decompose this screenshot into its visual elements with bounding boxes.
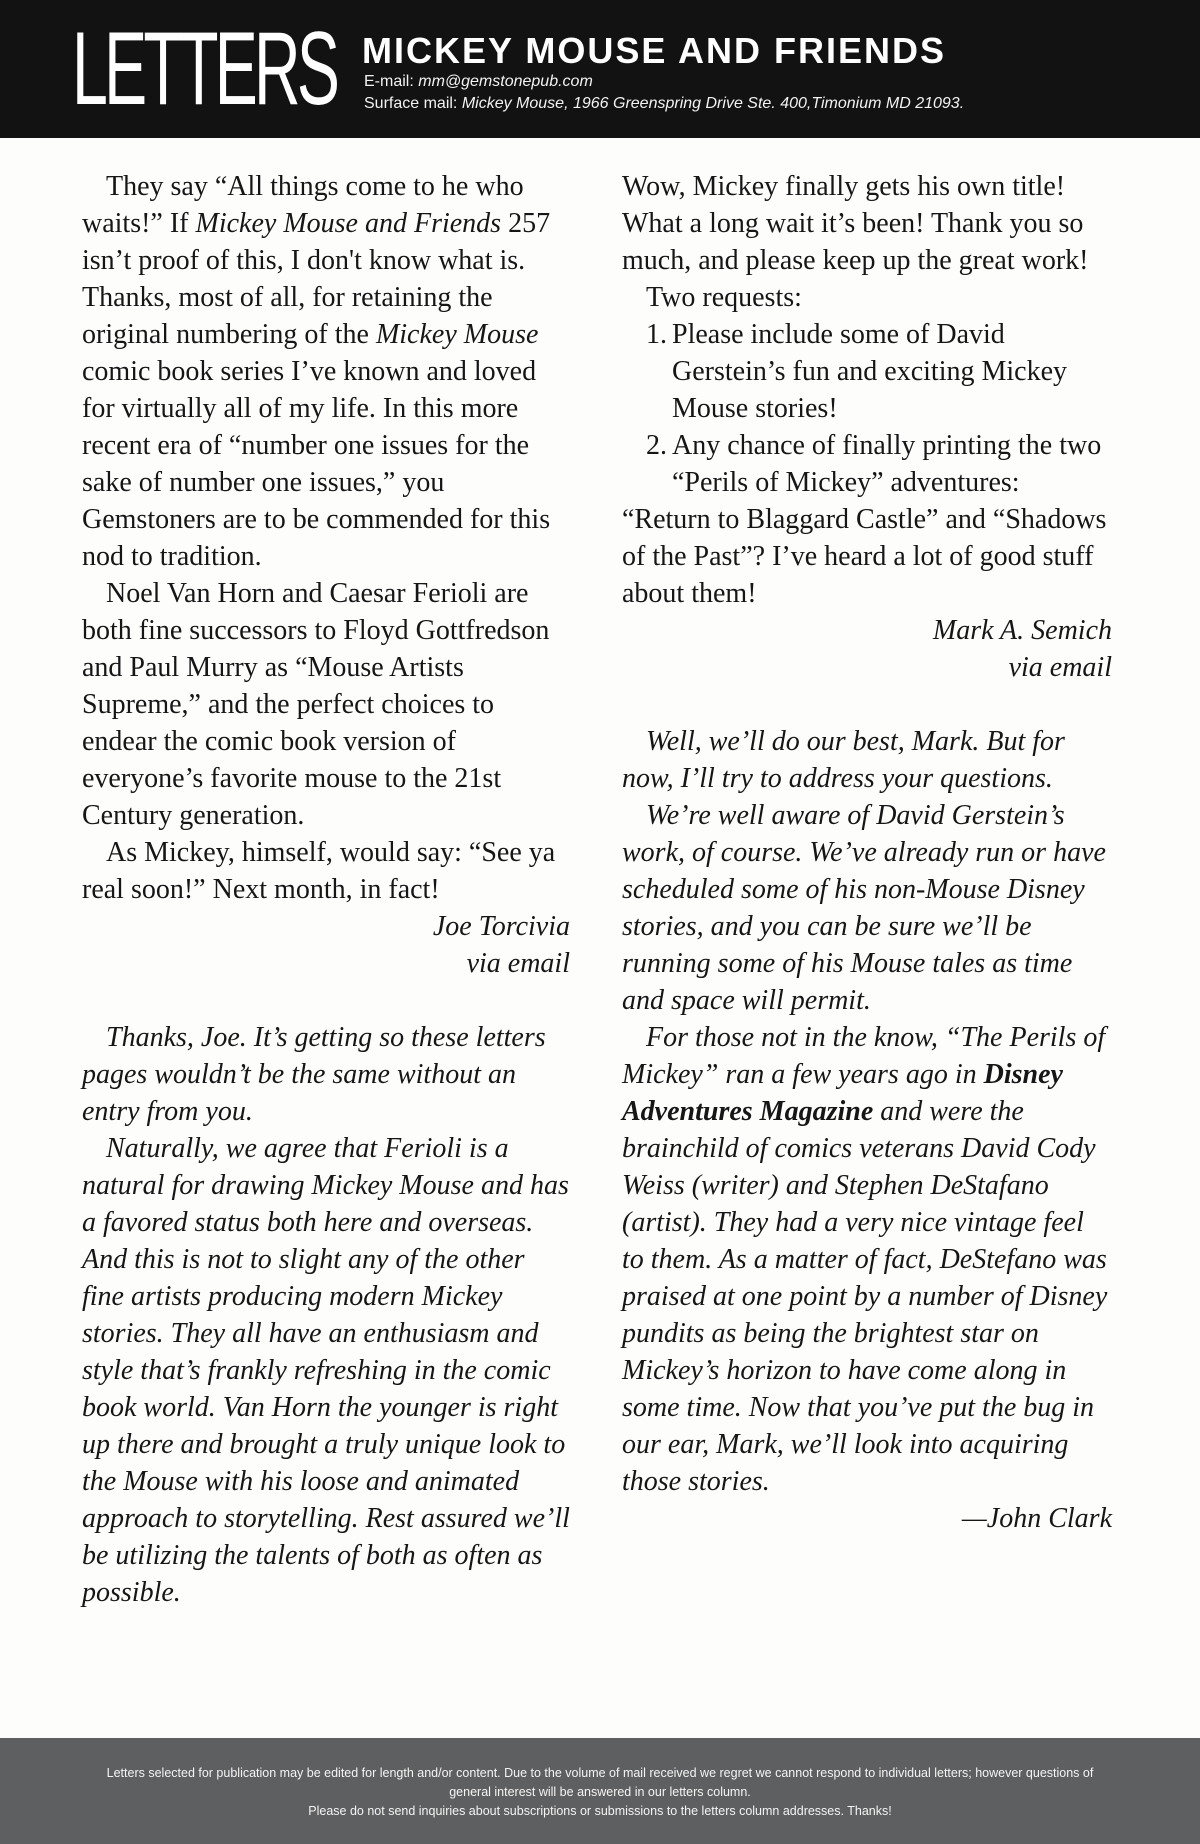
reply-paragraph [622,1019,1112,1500]
right-column [622,168,1112,1537]
letter-signature-name: Joe Torcivia [432,911,570,942]
book-title: Mickey Mouse [375,319,539,350]
book-title: Mickey Mouse and Friends [195,208,502,239]
reply-text: For those not in the know, “The Perils of Mickey” ran a few years ago in [622,1022,1106,1090]
mail-address: Mickey Mouse, 1966 Greenspring Drive Ste. 400,Timonium MD 21093. [461,95,965,112]
mail-line [364,93,964,115]
list-number: 2. [646,430,667,461]
list-text: Please include some of David Gerstein’s fun and exciting Mickey Mouse stories! [672,319,1068,424]
letter-text: 257 isn’t proof of this, I don't know what is. Thanks, most of all, for retaining the original numbering of the [82,208,551,350]
magazine-title: Disney Adventures Magazine [622,1059,1063,1127]
email-label: E-mail: [364,73,414,90]
letter-paragraph: Two requests: [646,282,802,313]
list-text: Any chance of finally printing the two “Perils of Mickey” adventures: [672,430,1102,498]
email-address[interactable]: mm@gemstonepub.com [418,73,593,90]
letter-signature-via: via email [1008,652,1112,683]
letter-signature-name: Mark A. Semich [932,615,1112,646]
list-item [622,427,1112,501]
column-title: MICKEY MOUSE AND FRIENDS [362,30,947,71]
email-line [364,71,964,93]
contact-info [364,71,964,115]
section-title: LETTERS [72,11,337,127]
left-column [82,168,570,1611]
letter-paragraph: Noel Van Horn and Caesar Ferioli are both fine successors to Floyd Gottfredson and Paul Murry as “Mouse Artists Supreme,” and the perfect choices to endear the comic book version of everyone’s favorite mouse to the 21st Century generation. [82,578,550,831]
reply-paragraph: We’re well aware of David Gerstein’s work, of course. We’ve already run or have scheduled some of his non-Mouse Disney stories, and you can be sure we’ll be running some of his Mouse tales as time and space will permit. [622,800,1106,1016]
letter-text: They say “All things come to he who waits!” If [82,171,524,239]
editor-signature: —John Clark [961,1503,1112,1534]
reply-paragraph: Well, we’ll do our best, Mark. But for now, I’ll try to address your questions. [622,726,1065,794]
request-list [622,316,1112,501]
letter-paragraph: As Mickey, himself, would say: “See ya real soon!” Next month, in fact! [82,837,556,905]
list-item [622,316,1112,427]
letter-paragraph: Wow, Mickey finally gets his own title! What a long wait it’s been! Thank you so much, and please keep up the great work! [622,171,1089,276]
list-number: 1. [646,319,667,350]
disclaimer-line-1: Letters selected for publication may be edited for length and/or content. Due to the volume of mail received we regret we cannot respond to individual letters; however questions of general interest will be answered in our letters column. [106,1766,1094,1799]
disclaimer-line-2: Please do not send inquiries about subscriptions or submissions to the letters column addresses. Thanks! [308,1804,892,1818]
footer-disclaimer [0,1738,1200,1844]
letter-paragraph: “Return to Blaggard Castle” and “Shadows of the Past”? I’ve heard a lot of good stuff about them! [622,504,1107,609]
reply-text: and were the brainchild of comics veterans David Cody Weiss (writer) and Stephen DeStafano (artist). They had a very nice vintage feel to them. As a matter of fact, DeStefano was praised at one point by a number of Disney pundits as being the brightest star on Mickey’s horizon to have come along in some time. Now that you’ve put the bug in our ear, Mark, we’ll look into acquiring those stories. [622,1096,1108,1497]
mail-label: Surface mail: [364,95,458,112]
letter-paragraph [82,168,570,575]
letters-header [0,0,1200,138]
reply-paragraph: Thanks, Joe. It’s getting so these letters pages wouldn’t be the same without an entry from you. [82,1022,546,1127]
letter-signature-via: via email [466,948,570,979]
letter-text: comic book series I’ve known and loved for virtually all of my life. In this more recent era of “number one issues for the sake of number one issues,” you Gemstoners are to be commended for this nod to tradition. [82,356,551,572]
reply-paragraph: Naturally, we agree that Ferioli is a natural for drawing Mickey Mouse and has a favored status both here and overseas. And this is not to slight any of the other fine artists producing modern Mickey stories. They all have an enthusiasm and style that’s frankly refreshing in the comic book world. Van Horn the younger is right up there and brought a truly unique look to the Mouse with his loose and animated approach to storytelling. Rest assured we’ll be utilizing the talents of both as often as possible. [82,1133,570,1608]
